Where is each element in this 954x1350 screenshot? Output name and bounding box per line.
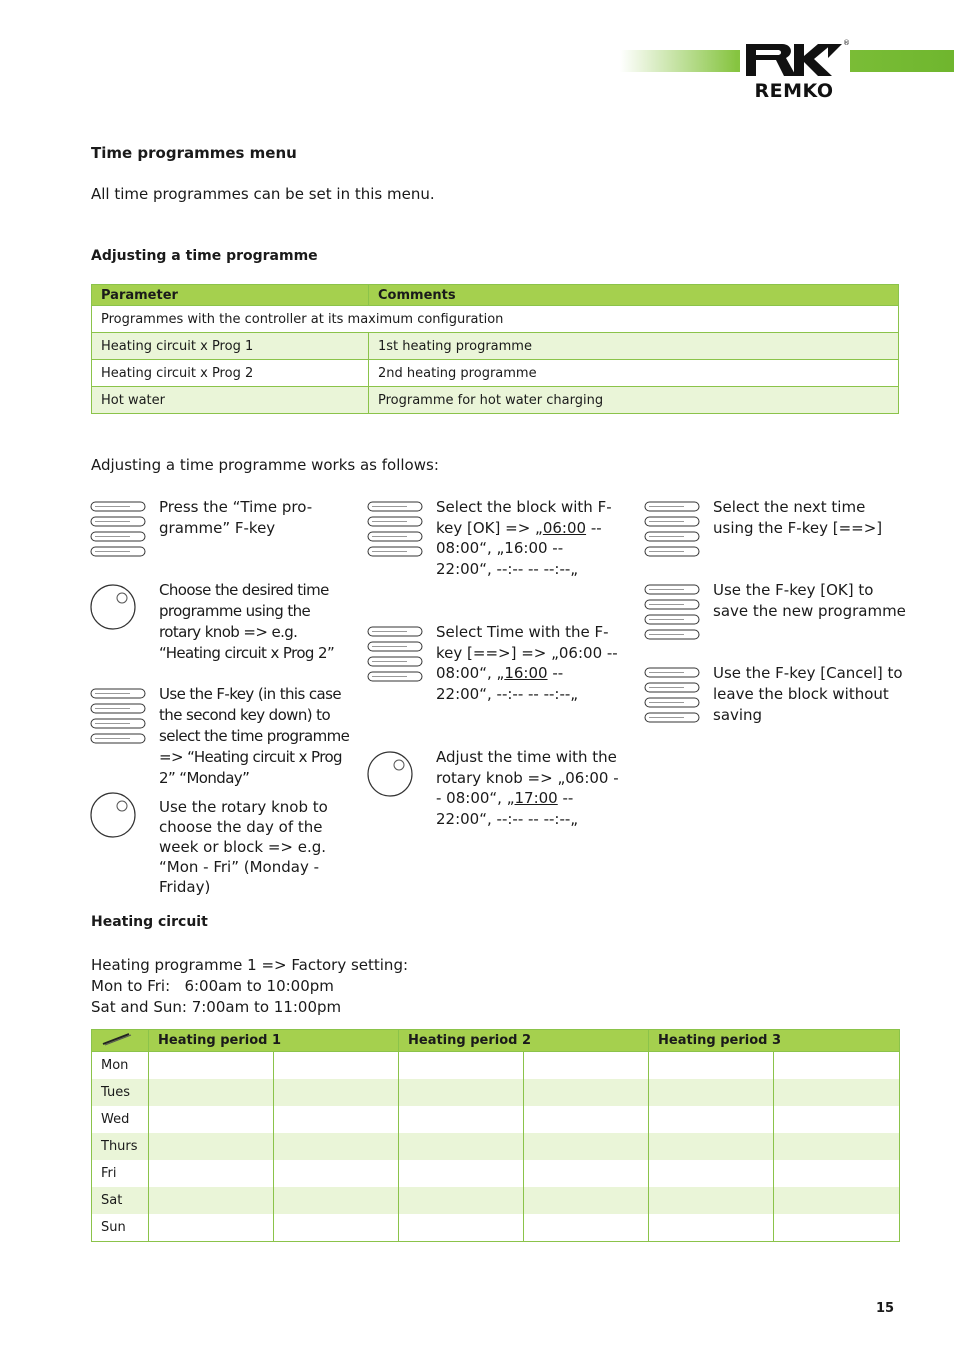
- param-header-parameter: Parameter: [92, 285, 369, 306]
- day-label: Wed: [92, 1106, 149, 1133]
- rotary-knob-icon: [90, 792, 137, 839]
- time-cell[interactable]: [774, 1214, 900, 1242]
- step-press-time-programme: Press the “Time pro- gramme” F-key: [159, 498, 313, 537]
- time-cell[interactable]: [274, 1214, 399, 1242]
- pencil-header-cell: [92, 1030, 149, 1052]
- section-title: Time programmes menu: [91, 144, 297, 162]
- time-cell[interactable]: [399, 1079, 524, 1106]
- param-cell: 2nd heating programme: [369, 360, 899, 387]
- time-cell[interactable]: [399, 1133, 524, 1160]
- heating-circuit-title: Heating circuit: [91, 914, 208, 930]
- time-cell[interactable]: [774, 1106, 900, 1133]
- time-cell[interactable]: [149, 1106, 274, 1133]
- time-cell[interactable]: [399, 1187, 524, 1214]
- day-label: Sun: [92, 1214, 149, 1242]
- remko-logo-mark-icon: [742, 40, 846, 80]
- time-cell[interactable]: [649, 1052, 774, 1080]
- time-cell[interactable]: [274, 1160, 399, 1187]
- pencil-icon: [101, 1032, 133, 1046]
- time-cell[interactable]: [274, 1052, 399, 1080]
- works-as-follows-text: Adjusting a time programme works as follows:: [91, 456, 439, 474]
- time-cell[interactable]: [149, 1133, 274, 1160]
- day-label: Sat: [92, 1187, 149, 1214]
- time-cell[interactable]: [149, 1052, 274, 1080]
- rotary-knob-icon: [90, 584, 137, 631]
- time-cell[interactable]: [774, 1187, 900, 1214]
- header-heating-period-3: Heating period 3: [649, 1030, 900, 1052]
- time-cell[interactable]: [649, 1106, 774, 1133]
- time-cell[interactable]: [274, 1187, 399, 1214]
- step-select-time-text: Select Time with the F- key [==>] => „06:00 -- 08:00“, „: [436, 623, 618, 682]
- time-cell[interactable]: [524, 1079, 649, 1106]
- heating-period-table: [91, 1029, 900, 1242]
- f-key-icon: [644, 501, 701, 558]
- registered-mark: ®: [843, 39, 850, 47]
- time-cell[interactable]: [149, 1079, 274, 1106]
- param-cell: Hot water: [92, 387, 369, 414]
- time-cell[interactable]: [399, 1214, 524, 1242]
- time-cell[interactable]: [524, 1187, 649, 1214]
- step-adjust-time: [436, 747, 622, 829]
- step-select-block-text-end: -- 08:00“, „16:00 -- 22:00“, --:-- -- --:--„: [436, 518, 602, 578]
- param-span-row: Programmes with the controller at its maximum configuration: [92, 306, 899, 333]
- param-cell: Heating circuit x Prog 1: [92, 333, 369, 360]
- remko-logo: [740, 38, 850, 104]
- time-cell[interactable]: [274, 1106, 399, 1133]
- day-label: Tues: [92, 1079, 149, 1106]
- param-cell: Programme for hot water charging: [369, 387, 899, 414]
- page-number: 15: [876, 1301, 895, 1316]
- time-cell[interactable]: [774, 1160, 900, 1187]
- time-cell[interactable]: [649, 1214, 774, 1242]
- time-cell[interactable]: [149, 1187, 274, 1214]
- param-cell: 1st heating programme: [369, 333, 899, 360]
- time-cell[interactable]: [274, 1079, 399, 1106]
- sub-title: Adjusting a time programme: [91, 248, 318, 264]
- day-label: Mon: [92, 1052, 149, 1080]
- parameter-table: [91, 284, 899, 414]
- f-key-icon: [90, 501, 147, 558]
- time-cell[interactable]: [774, 1052, 900, 1080]
- step-select-time-text-end: -- 22:00“, --:-- -- --:--„: [436, 664, 579, 703]
- time-cell[interactable]: [149, 1160, 274, 1187]
- time-cell[interactable]: [774, 1079, 900, 1106]
- step-select-block-time: 06:00: [542, 518, 587, 537]
- header-heating-period-1: Heating period 1: [149, 1030, 399, 1052]
- intro-text: All time programmes can be set in this menu.: [91, 185, 435, 203]
- step-adjust-time-value: 17:00: [514, 789, 558, 807]
- time-cell[interactable]: [649, 1160, 774, 1187]
- step-cancel-block: Use the F-key [Cancel] to leave the block without saving: [713, 664, 903, 724]
- rotary-knob-icon: [367, 751, 414, 798]
- day-label: Fri: [92, 1160, 149, 1187]
- time-cell[interactable]: [399, 1052, 524, 1080]
- time-cell[interactable]: [524, 1214, 649, 1242]
- f-key-icon: [367, 626, 424, 683]
- step-select-block-text: Select the block with F- key [OK] => „: [436, 498, 612, 537]
- time-cell[interactable]: [524, 1106, 649, 1133]
- f-key-icon: [644, 584, 701, 641]
- time-cell[interactable]: [649, 1133, 774, 1160]
- step-select-time-programme: Use the F-key (in this case the second key down) to select the time programme => “Heating circuit x Prog 2” “Monday”: [159, 685, 350, 787]
- time-cell[interactable]: [649, 1187, 774, 1214]
- time-cell[interactable]: [524, 1160, 649, 1187]
- step-select-time: [436, 622, 622, 704]
- header-heating-period-2: Heating period 2: [399, 1030, 649, 1052]
- time-cell[interactable]: [524, 1052, 649, 1080]
- step-select-block: [436, 497, 622, 579]
- f-key-icon: [90, 688, 147, 745]
- time-cell[interactable]: [774, 1133, 900, 1160]
- heating-line-2: Mon to Fri: 6:00am to 10:00pm: [91, 977, 334, 995]
- step-select-next-time: Select the next time using the F-key [==>]: [713, 498, 883, 537]
- step-adjust-time-text-end: -- 22:00“, --:-- -- --:--„: [436, 789, 579, 828]
- day-label: Thurs: [92, 1133, 149, 1160]
- step-adjust-time-text: Adjust the time with the rotary knob => „06:00 -- 08:00“, „: [436, 748, 619, 807]
- step-choose-programme: Choose the desired time programme using the rotary knob => e.g. “Heating circuit x Prog 2”: [159, 581, 335, 662]
- heating-line-1: Heating programme 1 => Factory setting:: [91, 956, 409, 974]
- step-choose-day: Use the rotary knob to choose the day of the week or block => e.g. “Mon - Fri” (Monday - Friday): [159, 798, 328, 896]
- step-select-time-value: 16:00: [504, 664, 548, 682]
- time-cell[interactable]: [274, 1133, 399, 1160]
- time-cell[interactable]: [399, 1160, 524, 1187]
- param-header-comments: Comments: [369, 285, 899, 306]
- f-key-icon: [644, 667, 701, 724]
- f-key-icon: [367, 501, 424, 558]
- time-cell[interactable]: [399, 1106, 524, 1133]
- param-cell: Heating circuit x Prog 2: [92, 360, 369, 387]
- time-cell[interactable]: [524, 1133, 649, 1160]
- heating-line-3: Sat and Sun: 7:00am to 11:00pm: [91, 998, 342, 1016]
- step-save-programme: Use the F-key [OK] to save the new programme: [713, 581, 906, 620]
- time-cell[interactable]: [149, 1214, 274, 1242]
- time-cell[interactable]: [649, 1079, 774, 1106]
- logo-wordmark: REMKO: [754, 80, 834, 102]
